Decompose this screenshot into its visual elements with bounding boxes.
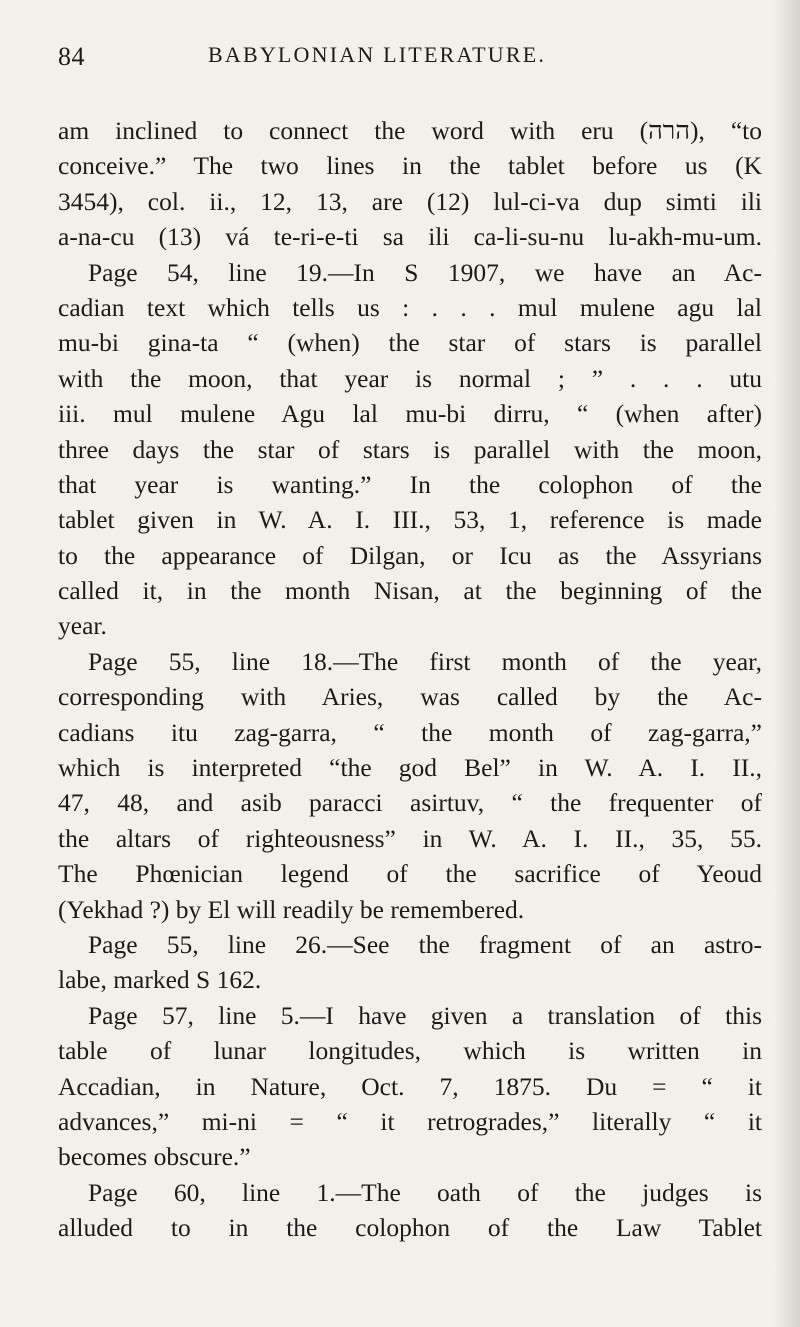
text-line: iii. mul mulene Agu lal mu-bi dirru, “ (when after) <box>58 399 762 429</box>
text-line: Page 60, line 1.—The oath of the judges is <box>88 1177 762 1207</box>
text-line: 3454), col. ii., 12, 13, are (12) lul-ci-va dup simti ili <box>58 186 762 216</box>
text-line: (Yekhad ?) by El will readily be remembered. <box>58 894 525 924</box>
text-line: to the appearance of Dilgan, or Icu as the Assyrians <box>58 540 762 570</box>
text-line: Page 54, line 19.—In S 1907, we have an Ac- <box>88 257 762 287</box>
text-line: 47, 48, and asib paracci asirtuv, “ the frequenter of <box>58 788 762 818</box>
text-line: alluded to in the colophon of the Law Tablet <box>58 1213 762 1243</box>
text-line: becomes obscure.” <box>58 1142 251 1172</box>
page-header <box>0 42 800 82</box>
text-line: which is interpreted “the god Bel” in W. A. I. II., <box>58 753 762 783</box>
text-line: mu-bi gina-ta “ (when) the star of stars is parallel <box>58 328 762 358</box>
text-line: with the moon, that year is normal ; ” . . . utu <box>58 363 762 393</box>
text-line: conceive.” The two lines in the tablet before us (K <box>58 151 762 181</box>
text-line: that year is wanting.” In the colophon of the <box>58 469 762 499</box>
page-edge-shadow <box>774 0 800 1327</box>
text-line: advances,” mi-ni = “ it retrogrades,” literally “ it <box>58 1106 762 1136</box>
text-line: cadians itu zag-garra, “ the month of zag-garra,” <box>58 717 762 747</box>
body-text <box>58 113 762 1246</box>
text-line: table of lunar longitudes, which is written in <box>58 1036 762 1066</box>
text-line: Accadian, in Nature, Oct. 7, 1875. Du = “ it <box>58 1071 762 1101</box>
text-line: year. <box>58 611 107 641</box>
text-line: cadian text which tells us : . . . mul mulene agu lal <box>58 292 762 322</box>
page-number: 84 <box>58 42 85 71</box>
text-line: The Phœnician legend of the sacrifice of Yeoud <box>58 859 762 889</box>
text-line: corresponding with Aries, was called by the Ac- <box>58 682 762 712</box>
text-line: the altars of righteousness” in W. A. I. II., 35, 55. <box>58 823 762 853</box>
text-line: Page 57, line 5.—I have given a translation of this <box>88 1000 762 1030</box>
text-line: labe, marked S 162. <box>58 965 262 995</box>
text-line: Page 55, line 26.—See the fragment of an astro- <box>88 929 762 959</box>
text-line: a-na-cu (13) vá te-ri-e-ti sa ili ca-li-su-nu lu-akh-mu-um. <box>58 222 762 252</box>
text-line: am inclined to connect the word with eru (הרה), “to <box>58 116 762 145</box>
text-line: Page 55, line 18.—The first month of the year, <box>88 646 762 676</box>
text-line: three days the star of stars is parallel with the moon, <box>58 434 762 464</box>
text-line: called it, in the month Nisan, at the beginning of the <box>58 576 762 606</box>
text-line: tablet given in W. A. I. III., 53, 1, reference is made <box>58 505 762 535</box>
running-head: BABYLONIAN LITERATURE. <box>208 42 547 67</box>
